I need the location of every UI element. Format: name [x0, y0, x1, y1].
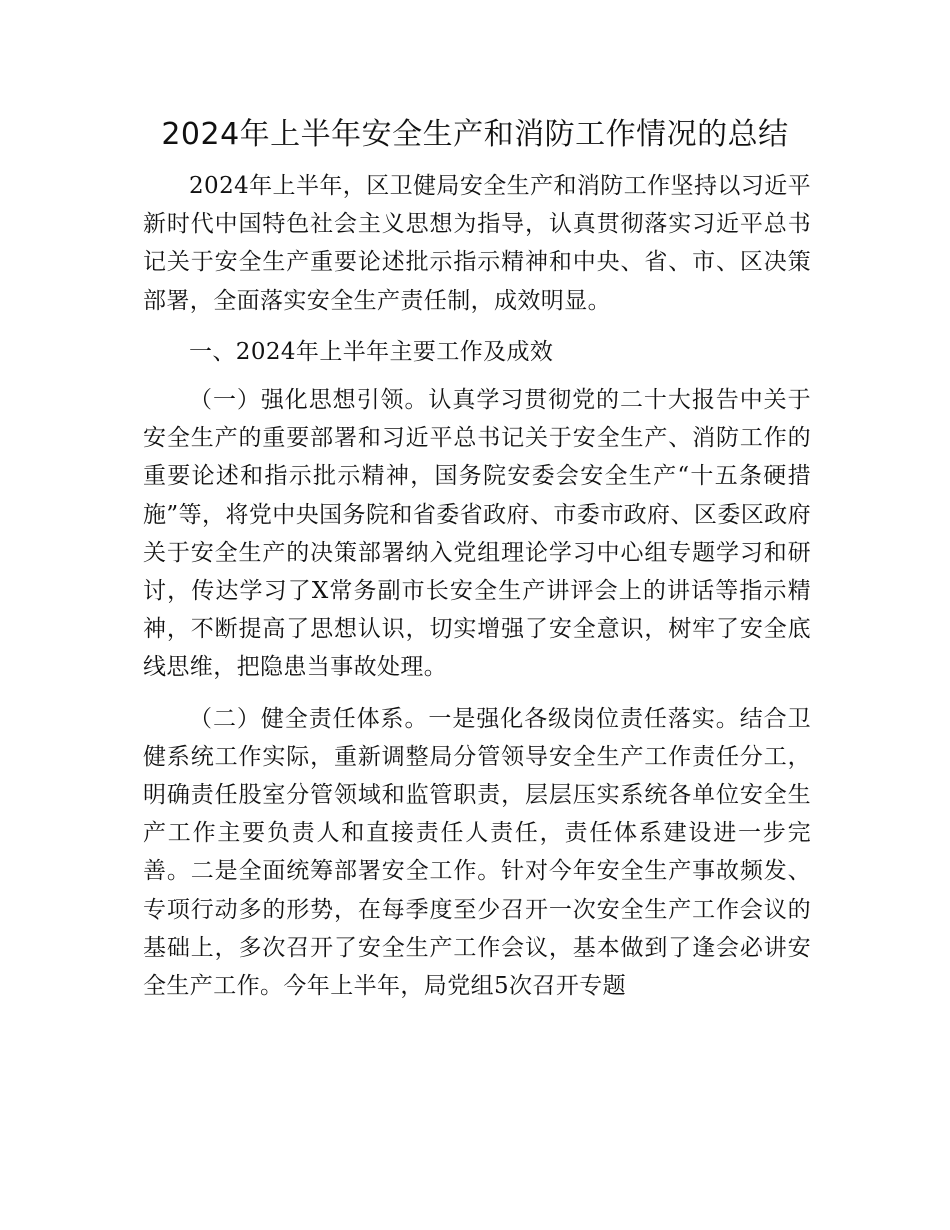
document-body: [143, 167, 811, 1018]
section-heading: 一、2024年上半年主要工作及成效: [189, 338, 554, 365]
document-title: 2024年上半年安全生产和消防工作情况的总结: [161, 117, 789, 152]
paragraph-responsibility-system: （二）健全责任体系。一是强化各级岗位责任落实。结合卫健系统工作实际，重新调整局分管领导安全生产工作责任分工，明确责任股室分管领域和监管职责，层层压实系统各单位安全生产工作主要负责人和直接责任人责任，责任体系建设进一步完善。二是全面统筹部署安全工作。针对今年安全生产事故频发、专项行动多的形势，在每季度至少召开一次安全生产工作会议的基础上，多次召开了安全生产工作会议，基本做到了逢会必讲安全生产工作。今年上半年，局党组5次召开专题: [143, 705, 811, 1000]
paragraph-thought-guidance: （一）强化思想引领。认真学习贯彻党的二十大报告中关于安全生产的重要部署和习近平总书记关于安全生产、消防工作的重要论述和指示批示精神，国务院安委会安全生产“十五条硬措施”等，将党中央国务院和省委省政府、市委市政府、区委区政府关于安全生产的决策部署纳入党组理论学习中心组专题学习和研讨，传达学习了X常务副市长安全生产讲评会上的讲话等指示精神，不断提高了思想认识，切实增强了安全意识，树牢了安全底线思维，把隐患当事故处理。: [143, 387, 811, 681]
intro-paragraph: 2024年上半年，区卫健局安全生产和消防工作坚持以习近平新时代中国特色社会主义思想为指导，认真贯彻落实习近平总书记关于安全生产重要论述批示指示精神和中央、省、市、区决策部署，全面落实安全生产责任制，成效明显。: [143, 173, 811, 314]
